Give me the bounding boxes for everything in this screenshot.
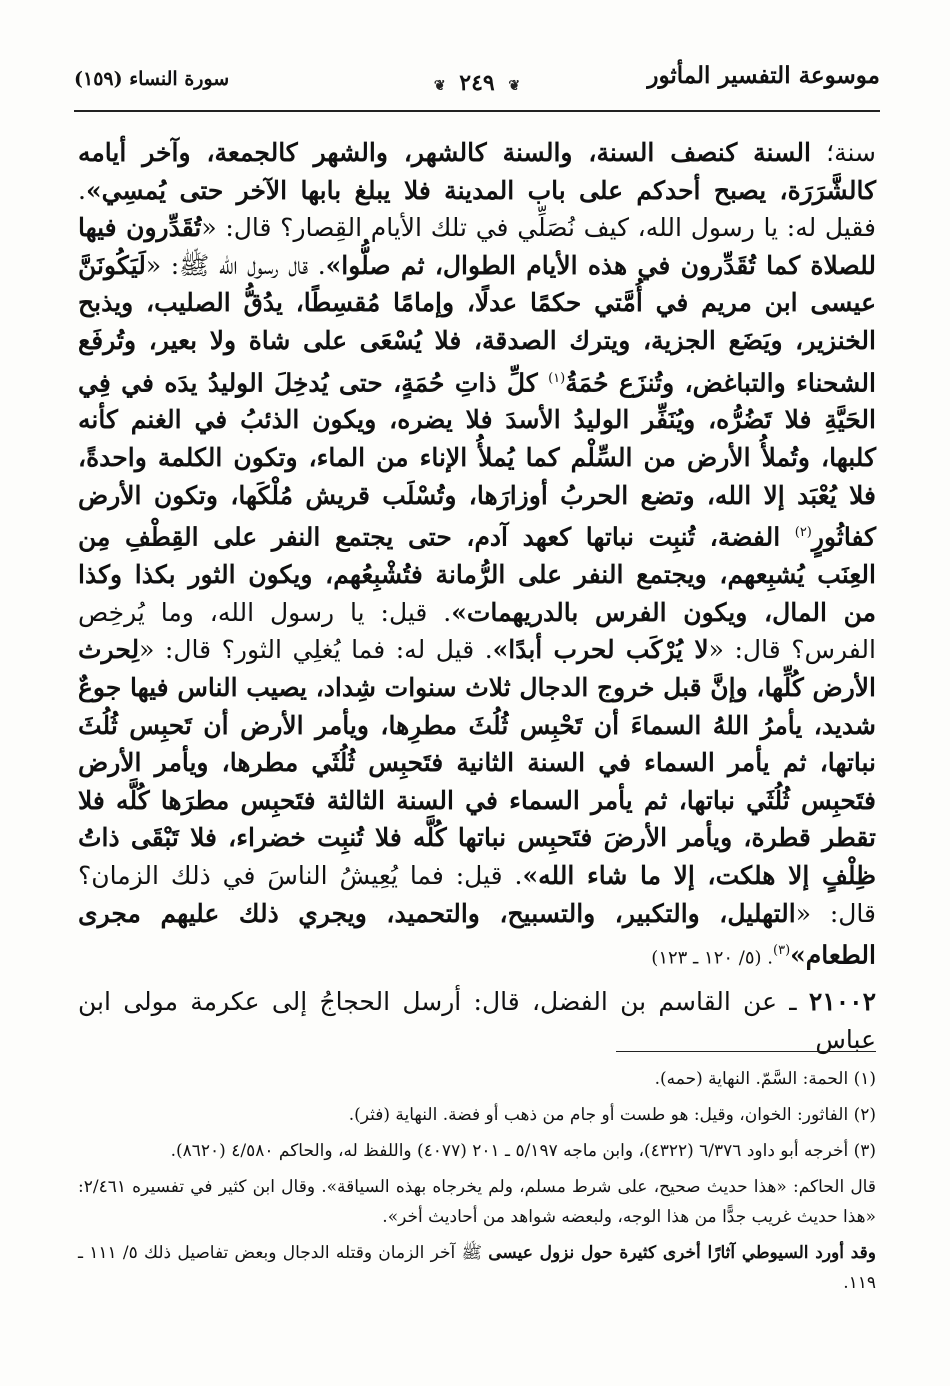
text-span: سنة؛ [810,138,876,167]
main-text [78,134,876,1054]
volume-reference: . (٥/ ١٢٠ ـ ١٢٣) [651,947,773,969]
footnote-marker[interactable]: (٣) [773,943,791,959]
ornament-icon: ❦ [508,78,521,94]
footnote-text: ﷺ آخر الزمان وقتله الدجال وبعض تفاصيل ذلك ٥/ ١١١ ـ ١١٩. [78,1243,876,1293]
surah-label: سورة النساء (١٥٩) [74,68,230,90]
footnote: (٣) أخرجه أبو داود ٦/٣٧٦ (٤٣٢٢)، وابن ماجه ٥/١٩٧ ـ ٢٠١ (٤٠٧٧) واللفظ له، والحاكم ٤/٥٨٠ (٨٦٢٠). [170,1141,876,1161]
text-span: . قيل: فما يُعِيشُ الناسَ في ذلك الزمان؟ قال: « [78,860,876,928]
text-span: . قيل: يا رسول الله، وما يُرخِص الفرس؟ قال: « [78,597,876,665]
text-span: . قال رسول الله ﷺ: « [145,250,326,280]
hadith-text: لَيَكُونَنَّ عيسى ابن مريم في أُمَّتي حكمًا عدلًا، وإمامًا مُقسِطًا، يدُقُّ الصليب، ويذبح الخنزير، ويَضَع الجزية، ويترك الصدقة، فلا يُسْعَى على شاة ولا بعير، وتُرفَع الشحناء والتباغض، وتُنزَع حُمَةُ [78,250,876,397]
footnote: (٢) الفاثور: الخوان، وقيل: هو طست أو جام من ذهب أو فضة. النهاية (فثر). [348,1105,876,1125]
footnote-marker[interactable]: (٢) [794,525,812,541]
hadith-text: لِحرث الأرض كُلِّها، وإنَّ قبل خروج الدجال ثلاث سنوات شِداد، يصيب الناس فيها جوعٌ شديد، يأمرُ اللهُ السماءَ أن تَحْبِس ثُلُثَ مطرِها، ويأمر الأرض أن تَحبِس ثُلُثَ نباتها، ثم يأمر السماء في السنة الثانية فتَحبِس ثُلُثَي مطرها، ويأمر الأرض فتَحبِس ثُلُثَي نباتها، ثم يأمر السماء في السنة الثالثة فتَحبِس مطرَها كُلَّه فلا تقطر قطرة، ويأمر الأرضَ فتَحبِس نباتها كُلَّه فلا تُنبِت خضراء، فلا تَبْقَى ذاتُ ظِلْفٍ إلا هلكت، إلا ما شاء الله» [78,635,876,890]
paragraph [78,983,876,1058]
text-span: . قيل له: فما يُغلِي الثور؟ قال: « [139,635,493,665]
book-title: موسوعة التفسير المأثور [647,62,880,89]
header-divider [74,110,880,112]
hadith-text: كلِّ ذاتِ حُمَةٍ، حتى يُدخِلَ الوليدُ يدَه في فِي الحَيَّةِ فلا تَضُرُّه، ويُنَفِّر الوليدُ الأسدَ فلا يضره، ويكون الذئبُ في الغنم كأنه كلبها، وتُملأُ الأرض من السِّلْم كما يُملأُ الإناء من الماء، وتكون الكلمة واحدةً، فلا يُعْبَد إلا الله، وتضع الحربُ أوزارَها، وتُسْلَب قريش مُلْكَها، وتكون الأرض كفاثُورٍ [78,367,876,552]
footnote-marker[interactable]: (١) [548,370,566,386]
footnote-bold-text: وقد أورد السيوطي آثارًا أخرى كثيرة حول نزول عيسى [488,1243,876,1263]
footnote: (١) الحمة: السَّمّ. النهاية (حمه). [654,1069,876,1089]
hadith-text: التهليل، والتكبير، والتسبيح، والتحميد، ويجري ذلك عليهم مجرى الطعام» [78,898,876,970]
hadith-text: لا يُرْكَب لحرب أبدًا» [492,635,709,665]
page-number: ٢٤٩ [459,70,495,96]
footnote-divider [616,1051,876,1052]
hadith-text: السنة كنصف السنة، والسنة كالشهر، والشهر كالجمعة، وآخر أيامه كالشَّرَرَة، يصبح أحدكم على باب المدينة فلا يبلغ بابها الآخر حتى يُمسِي» [78,138,876,205]
text-span: ـ عن القاسم بن الفضل، قال: أرسل الحجاجُ إلى عكرمة مولى ابن عباس [78,987,876,1054]
footnote: قال الحاكم: «هذا حديث صحيح، على شرط مسلم، ولم يخرجاه بهذه السياقة». وقال ابن كثير في تفسيره ٢/٤٦١: «هذا حديث غريب جدًّا من هذا الوجه، ولبعضه شواهد من أحاديث أخر». [78,1177,876,1227]
athar-number: ٢١٠٠٢ [808,987,876,1017]
ornament-icon: ❦ [433,78,446,94]
hadith-text: تُقَدِّرون فيها للصلاة كما تُقَدِّرون في هذه الأيام الطوال، ثم صلُّوا» [78,213,876,280]
footnotes [78,1064,876,1384]
paragraph [78,134,876,977]
text-span: . فقيل له: يا رسول الله، كيف نُصَلِّي في تلك الأيام القِصار؟ قال: « [78,175,876,243]
footnote [78,1238,876,1298]
page-header [74,62,880,112]
hadith-text: الفضة، تُنبِت نباتها كعهد آدم، حتى يجتمع النفر على القِطْفِ مِن العِنَب يُشبِعهم، ويجتمع النفر على الرُّمانة فتُشْبِعُهم، ويكون الثور بكذا وكذا من المال، ويكون الفرس بالدريهمات» [78,522,876,627]
page-number-group [428,70,526,96]
